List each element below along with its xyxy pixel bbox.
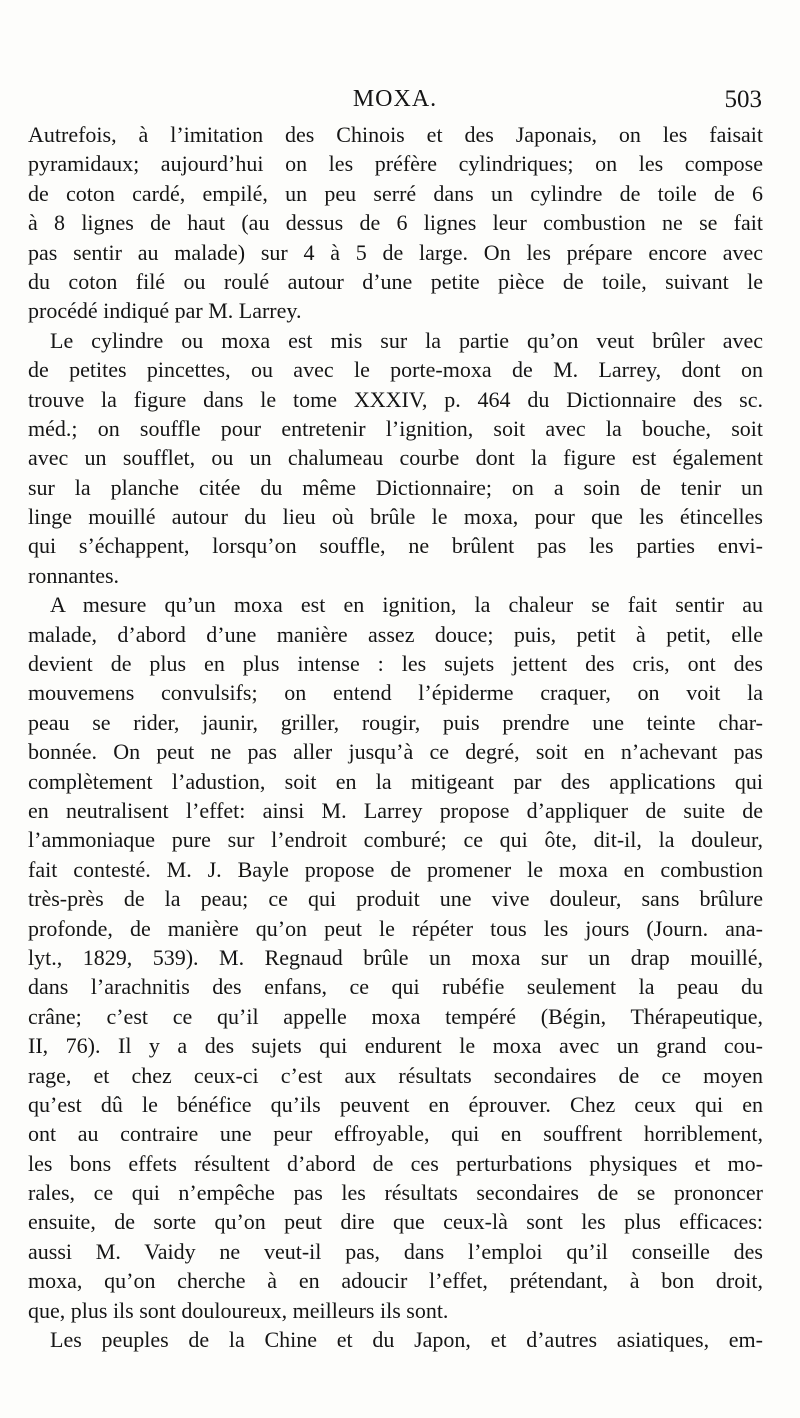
text-line: ronnantes. [28, 562, 120, 588]
text-line: trouve la figure dans le tome XXXIV, p. 464 du Dictionnaire des sc. [28, 386, 763, 412]
text-line: qu’est dû le bénéfice qu’ils peuvent en éprouver. Chez ceux qui en [28, 1091, 763, 1117]
text-line: linge mouillé autour du lieu où brûle le moxa, pour que les étincelles [28, 504, 763, 530]
text-line: mouvemens convulsifs; on entend l’épiderme craquer, on voit la [28, 680, 763, 706]
text-line: très-près de la peau; ce qui produit une vive douleur, sans brûlure [28, 886, 763, 912]
text-line: bonnée. On peut ne pas aller jusqu’à ce degré, soit en n’achevant pas [28, 739, 763, 765]
text-line: sur la planche citée du même Dictionnaire; on a soin de tenir un [28, 474, 763, 500]
text-line: devient de plus en plus intense : les sujets jettent des cris, ont des [28, 651, 763, 677]
text-line: malade, d’abord d’une manière assez douce; puis, petit à petit, elle [28, 621, 763, 647]
text-line: lyt., 1829, 539). M. Regnaud brûle un moxa sur un drap mouillé, [28, 944, 763, 970]
text-line: Les peuples de la Chine et du Japon, et d’autres asiatiques, em- [50, 1327, 763, 1353]
running-head [28, 86, 762, 120]
text-line: à 8 lignes de haut (au dessus de 6 lignes leur combustion ne se fait [28, 210, 763, 236]
running-title: MOXA. [352, 86, 438, 112]
text-line: les bons effets résultent d’abord de ces perturbations physiques et mo- [28, 1150, 763, 1176]
text-line: Autrefois, à l’imitation des Chinois et des Japonais, on les faisait [28, 122, 763, 147]
text-line: pas sentir au malade) sur 4 à 5 de large. On les prépare encore avec [28, 239, 763, 265]
text-line: profonde, de manière qu’on peut le répéter tous les jours (Journ. ana- [28, 915, 763, 941]
text-line: ensuite, de sorte qu’on peut dire que ceux-là sont les plus efficaces: [28, 1209, 763, 1235]
text-line: de petites pincettes, ou avec le porte-moxa de M. Larrey, dont on [28, 357, 763, 383]
text-line: crâne; c’est ce qu’il appelle moxa tempéré (Bégin, Thérapeutique, [28, 1003, 763, 1029]
text-line: complètement l’adustion, soit en la mitigeant par des applications qui [28, 768, 763, 794]
text-line: procédé indiqué par M. Larrey. [28, 298, 302, 324]
text-line: A mesure qu’un moxa est en ignition, la chaleur se fait sentir au [50, 592, 763, 618]
text-line: l’ammoniaque pure sur l’endroit comburé; ce qui ôte, dit-il, la douleur, [28, 827, 763, 853]
text-line: Le cylindre ou moxa est mis sur la partie qu’on veut brûler avec [50, 327, 763, 353]
text-line: rales, ce qui n’empêche pas les résultats secondaires de se prononcer [28, 1180, 763, 1206]
text-line: rage, et chez ceux-ci c’est aux résultats secondaires de ce moyen [28, 1062, 763, 1088]
text-line: avec un soufflet, ou un chalumeau courbe dont la figure est également [28, 445, 763, 471]
body-text [28, 120, 763, 1354]
text-line: II, 76). Il y a des sujets qui endurent le moxa avec un grand cou- [28, 1033, 763, 1059]
text-line: en neutralisent l’effet: ainsi M. Larrey propose d’appliquer de suite de [28, 797, 763, 823]
text-line: peau se rider, jaunir, griller, rougir, puis prendre une teinte char- [28, 709, 763, 735]
text-line: de coton cardé, empilé, un peu serré dans un cylindre de toile de 6 [28, 180, 763, 206]
text-line: qui s’échappent, lorsqu’on souffle, ne brûlent pas les parties envi- [28, 533, 763, 559]
text-line: dans l’arachnitis des enfans, ce qui rubéfie seulement la peau du [28, 974, 763, 1000]
text-line: moxa, qu’on cherche à en adoucir l’effet, prétendant, à bon droit, [28, 1268, 763, 1294]
text-line: que, plus ils sont douloureux, meilleurs ils sont. [28, 1297, 449, 1323]
text-line: méd.; on souffle pour entretenir l’ignition, soit avec la bouche, soit [28, 415, 763, 441]
text-line: aussi M. Vaidy ne veut-il pas, dans l’emploi qu’il conseille des [28, 1238, 763, 1264]
text-line: fait contesté. M. J. Bayle propose de promener le moxa en combustion [28, 856, 763, 882]
text-line: ont au contraire une peur effroyable, qui en souffrent horriblement, [28, 1121, 763, 1147]
text-line: pyramidaux; aujourd’hui on les préfère cylindriques; on les compose [28, 151, 763, 177]
page-number: 503 [724, 86, 762, 113]
text-line: du coton filé ou roulé autour d’une petite pièce de toile, suivant le [28, 268, 763, 294]
